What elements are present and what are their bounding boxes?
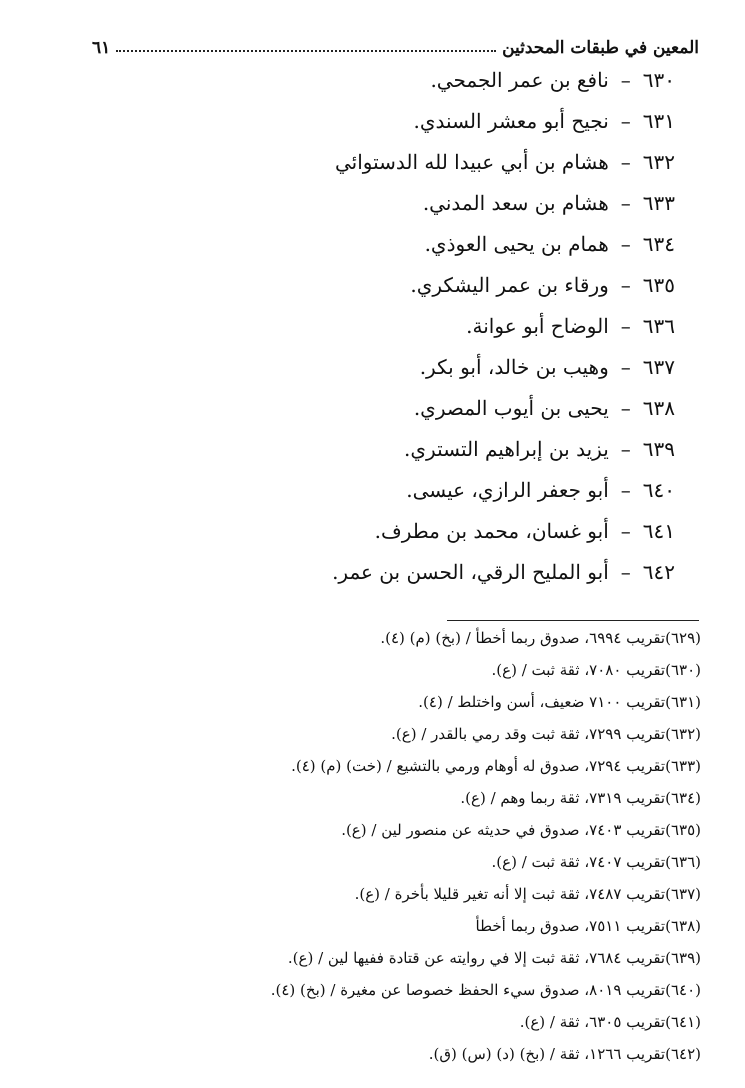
entry-number: ٦٣٧ [642,355,675,379]
narrator-entry [115,183,675,224]
entry-number: ٦٣٥ [642,273,675,297]
entry-name: وهيب بن خالد، أبو بكر. [419,355,609,379]
footnote: (٦٣٥)تقريب ٧٤٠٣، صدوق في حديثه عن منصور لين / (ع). [341,821,701,839]
entry-dash: – [620,273,631,297]
footnote: (٦٤٢)تقريب ١٢٦٦، ثقة / (بخ) (د) (س) (ق). [428,1045,701,1063]
entry-name: هشام بن سعد المدني. [422,191,609,215]
narrator-entry [115,470,675,511]
entry-name: أبو المليح الرقي، الحسن بن عمر. [332,560,609,584]
footnote: (٦٣٣)تقريب ٧٢٩٤، صدوق له أوهام ورمي بالتشيع / (خت) (م) (٤). [291,757,701,775]
footnote: (٦٣٨)تقريب ٧٥١١، صدوق ربما أخطأ [475,917,701,935]
narrator-entry [115,101,675,142]
entry-dash: – [620,355,631,379]
book-title: المعين في طبقات المحدثين [502,38,699,58]
entry-dash: – [620,68,631,92]
entry-number: ٦٣٣ [642,191,675,215]
header-dot-leader [116,50,496,52]
footnote: (٦٣٠)تقريب ٧٠٨٠، ثقة ثبت / (ع). [491,661,701,679]
entry-dash: – [620,314,631,338]
footnote: (٦٣٦)تقريب ٧٤٠٧، ثقة ثبت / (ع). [491,853,701,871]
entry-name: نافع بن عمر الجمحي. [430,68,609,92]
entry-dash: – [620,150,631,174]
footnote: (٦٣٤)تقريب ٧٣١٩، ثقة ربما وهم / (ع). [460,789,701,807]
entry-name: هشام بن أبي عبيدا لله الدستوائي [334,150,609,174]
entry-dash: – [620,560,631,584]
footnote: (٦٣١)تقريب ٧١٠٠ ضعيف، أسن واختلط / (٤). [418,693,701,711]
entry-number: ٦٣٠ [642,68,675,92]
narrator-entry [115,388,675,429]
narrator-entry [115,429,675,470]
entry-dash: – [620,191,631,215]
entry-number: ٦٣٦ [642,314,675,338]
entry-number: ٦٤٠ [642,478,675,502]
narrator-entry [115,142,675,183]
page-number: ٦١ [92,38,111,58]
entry-dash: – [620,232,631,256]
entry-name: أبو جعفر الرازي، عيسى. [406,478,609,502]
footnote: (٦٤١)تقريب ٦٣٠٥، ثقة / (ع). [519,1013,701,1031]
entry-dash: – [620,437,631,461]
narrator-entry [115,265,675,306]
footnote: (٦٤٠)تقريب ٨٠١٩، صدوق سيء الحفظ خصوصا عن مغيرة / (بخ) (٤). [270,981,701,999]
entry-name: يحيى بن أيوب المصري. [413,396,609,420]
entry-dash: – [620,519,631,543]
footnote: (٦٢٩)تقريب ٦٩٩٤، صدوق ربما أخطأ / (بخ) (م) (٤). [380,629,701,647]
entry-dash: – [620,396,631,420]
entry-number: ٦٤٢ [642,560,675,584]
footnote: (٦٣٧)تقريب ٧٤٨٧، ثقة ثبت إلا أنه تغير قليلا بأخرة / (ع). [354,885,701,903]
entry-number: ٦٣٩ [642,437,675,461]
footnote: (٦٣٢)تقريب ٧٢٩٩، ثقة ثبت وقد رمي بالقدر / (ع). [391,725,701,743]
entry-dash: – [620,478,631,502]
entry-number: ٦٣١ [642,109,675,133]
narrator-entry [115,552,675,593]
footnote-separator [447,620,699,621]
footnote-list [51,622,701,1070]
entry-number: ٦٣٢ [642,150,675,174]
narrator-entry [115,511,675,552]
entry-number: ٦٤١ [642,519,675,543]
entry-name: نجيح أبو معشر السندي. [413,109,609,133]
entry-name: ورقاء بن عمر اليشكري. [410,273,609,297]
entry-number: ٦٣٨ [642,396,675,420]
entry-name: الوضاح أبو عوانة. [466,314,609,338]
narrator-entry [115,347,675,388]
narrator-entry [115,60,675,101]
entry-name: أبو غسان، محمد بن مطرف. [374,519,609,543]
entry-name: همام بن يحيى العوذي. [424,232,609,256]
entry-number: ٦٣٤ [642,232,675,256]
running-header [92,30,699,58]
narrator-list [115,60,675,593]
narrator-entry [115,306,675,347]
entry-name: يزيد بن إبراهيم التستري. [404,437,609,461]
entry-dash: – [620,109,631,133]
narrator-entry [115,224,675,265]
footnote: (٦٣٩)تقريب ٧٦٨٤، ثقة ثبت إلا في روايته عن قتادة ففيها لين / (ع). [287,949,701,967]
